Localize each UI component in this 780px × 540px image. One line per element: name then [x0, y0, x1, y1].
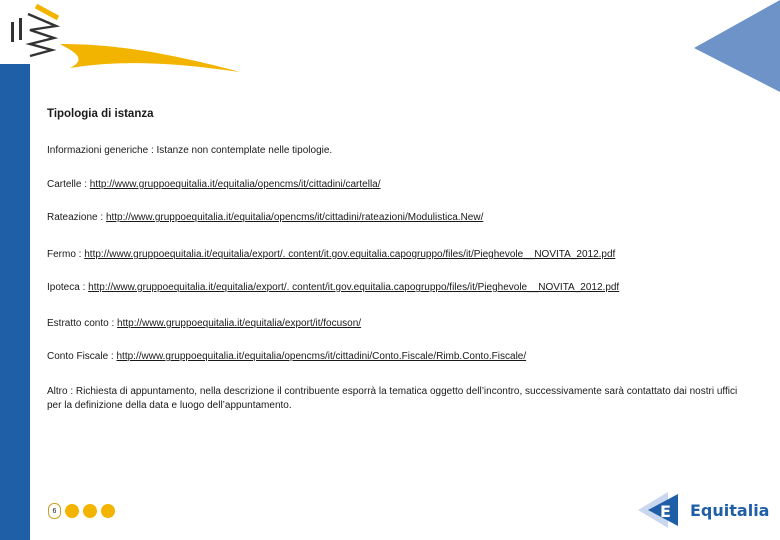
- item-text: Richiesta di appuntamento, nella descrizione il contribuente esporrà la tematica oggetto dell’incontro, successivamente sarà contattato dai nostri uffici per la definizione della data e luogo dell’appuntamento.: [47, 386, 738, 411]
- item-fermo: [47, 248, 615, 262]
- item-conto-fiscale: [47, 350, 526, 364]
- item-label: Fermo :: [47, 249, 82, 260]
- item-altro: [47, 385, 747, 413]
- item-ipoteca: [47, 281, 619, 295]
- item-rateazione: [47, 211, 483, 225]
- item-link[interactable]: http://www.gruppoequitalia.it/equitalia/opencms/it/cittadini/Conto.Fiscale/Rimb.Conto.Fiscale/: [116, 351, 527, 362]
- svg-text:E: E: [660, 502, 671, 521]
- blue-triangle-decoration: [694, 0, 780, 92]
- item-link[interactable]: http://www.gruppoequitalia.it/equitalia/opencms/it/cittadini/cartella/: [89, 179, 381, 190]
- item-cartelle: [47, 178, 381, 192]
- left-blue-bar: [0, 64, 30, 540]
- item-estratto-conto: [47, 317, 361, 331]
- equitalia-brand: [638, 490, 769, 530]
- page-title: Tipologia di istanza: [47, 108, 154, 120]
- item-informazioni-generiche: [47, 144, 332, 158]
- brand-name: Equitalia: [690, 500, 770, 520]
- item-link[interactable]: http://www.gruppoequitalia.it/equitalia/export/. content/it.gov.equitalia.capogruppo/files/it/Pieghevole__NOVITA_2012.pdf: [84, 249, 616, 260]
- item-label: Cartelle :: [47, 179, 88, 190]
- item-label: Ipoteca :: [47, 282, 86, 293]
- footer-page-indicator: [48, 503, 115, 519]
- decorative-dot: [101, 504, 115, 518]
- item-link[interactable]: http://www.gruppoequitalia.it/equitalia/export/. content/it.gov.equitalia.capogruppo/files/it/Pieghevole__NOVITA_2012.pdf: [88, 282, 620, 293]
- item-label: Informazioni generiche :: [47, 145, 154, 156]
- decorative-dot: [65, 504, 79, 518]
- yellow-swoosh-decoration: [60, 38, 240, 74]
- item-text: Istanze non contemplate nelle tipologie.: [153, 145, 333, 156]
- item-label: Estratto conto :: [47, 318, 115, 329]
- item-label: Conto Fiscale :: [47, 351, 114, 362]
- decorative-dot: [83, 504, 97, 518]
- item-label: Altro :: [47, 386, 74, 397]
- item-link[interactable]: http://www.gruppoequitalia.it/equitalia/opencms/it/cittadini/rateazioni/Modulistica.New/: [105, 212, 484, 223]
- equitalia-logo-icon: [638, 490, 684, 530]
- item-label: Rateazione :: [47, 212, 104, 223]
- page-number: 6: [48, 503, 61, 519]
- item-link[interactable]: http://www.gruppoequitalia.it/equitalia/export/it/focuson/: [117, 318, 362, 329]
